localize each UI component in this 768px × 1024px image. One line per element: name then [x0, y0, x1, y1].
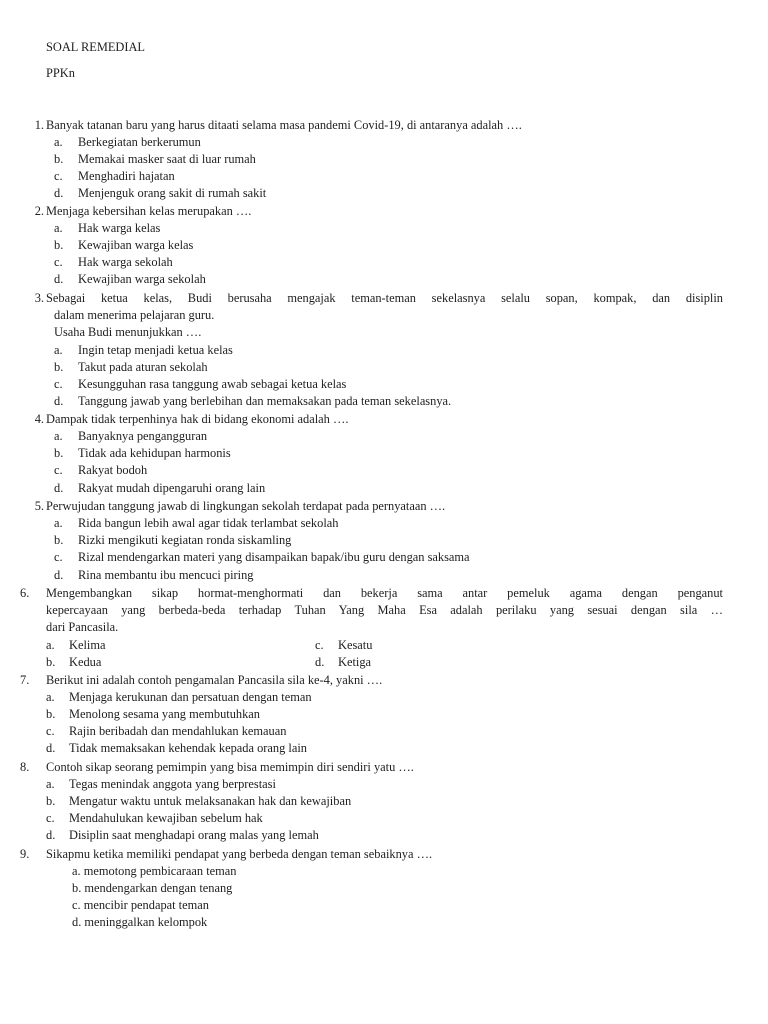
- question-text: Perwujudan tanggung jawab di lingkungan sekolah terdapat pada pernyataan ….: [46, 499, 446, 513]
- option: [46, 723, 286, 740]
- option: [72, 914, 207, 931]
- option: [46, 810, 263, 827]
- option-letter: c.: [315, 638, 324, 652]
- option-letter: b.: [46, 655, 56, 669]
- option-letter: d.: [46, 828, 56, 842]
- question-number: 3.: [34, 291, 44, 305]
- option-letter: c.: [54, 255, 63, 269]
- option-letter: a.: [54, 135, 63, 149]
- option: [54, 393, 451, 410]
- option: [46, 689, 312, 706]
- option-letter: d.: [54, 272, 64, 286]
- option-letter: d.: [54, 186, 64, 200]
- option-letter: c.: [54, 169, 63, 183]
- option-letter: a.: [54, 221, 63, 235]
- option: [54, 271, 206, 288]
- option-text: Rakyat bodoh: [78, 463, 148, 477]
- option: [54, 185, 266, 202]
- option-text: Tidak ada kehidupan harmonis: [78, 446, 231, 460]
- option-text: Menjenguk orang sakit di rumah sakit: [78, 186, 267, 200]
- option: [72, 880, 232, 897]
- option-text: Mengatur waktu untuk melaksanakan hak dan kewajiban: [69, 794, 352, 808]
- option-text: Rizal mendengarkan materi yang disampaikan bapak/ibu guru dengan saksama: [78, 550, 470, 564]
- option-letter: c.: [54, 463, 63, 477]
- option-text: Kesungguhan rasa tanggung awab sebagai ketua kelas: [78, 377, 347, 391]
- option-letter: c.: [46, 811, 55, 825]
- question-text: Sebagai ketua kelas, Budi berusaha mengajak teman-teman sekelasnya selalu sopan, kompak, dan disiplin: [46, 291, 723, 305]
- option: [72, 863, 236, 880]
- option: [54, 480, 265, 497]
- question-text: Sikapmu ketika memiliki pendapat yang berbeda dengan teman sebaiknya ….: [46, 847, 433, 861]
- option: [54, 376, 346, 393]
- option-letter: b.: [54, 152, 64, 166]
- option: [54, 549, 470, 566]
- option: [54, 237, 193, 254]
- option-text: Takut pada aturan sekolah: [78, 360, 208, 374]
- option-letter: d.: [72, 915, 82, 929]
- option: [46, 637, 105, 654]
- option-text: Mendahulukan kewajiban sebelum hak: [69, 811, 263, 825]
- option-letter: c.: [54, 550, 63, 564]
- question-number: 7.: [20, 673, 30, 687]
- question-number: 4.: [34, 412, 44, 426]
- option-text: Ketiga: [338, 655, 372, 669]
- option-letter: a.: [54, 429, 63, 443]
- option-text: Banyaknya pengangguran: [78, 429, 208, 443]
- option: [72, 897, 209, 914]
- option-letter: c.: [54, 377, 63, 391]
- option-text: Tidak memaksakan kehendak kepada orang lain: [69, 741, 307, 755]
- option-letter: d.: [54, 481, 64, 495]
- option-text: Kewajiban warga sekolah: [78, 272, 206, 286]
- option: [46, 793, 351, 810]
- document-title: SOAL REMEDIAL: [46, 40, 146, 54]
- option-text: Rizki mengikuti kegiatan ronda siskamling: [78, 533, 292, 547]
- question-text: Contoh sikap seorang pemimpin yang bisa memimpin diri sendiri yatu ….: [46, 760, 414, 774]
- option: [54, 567, 254, 584]
- option: [315, 637, 372, 654]
- option: [46, 740, 307, 757]
- option: [54, 428, 207, 445]
- option-letter: a.: [46, 638, 55, 652]
- option-text: Rida bangun lebih awal agar tidak terlambat sekolah: [78, 516, 339, 530]
- option-text: Menjaga kerukunan dan persatuan dengan teman: [69, 690, 312, 704]
- option-text: memotong pembicaraan teman: [83, 864, 237, 878]
- option: [54, 515, 338, 532]
- option-letter: d.: [54, 394, 64, 408]
- option: [54, 151, 256, 168]
- option-letter: a.: [72, 864, 81, 878]
- option-text: Hak warga sekolah: [78, 255, 173, 269]
- option-text: Menghadiri hajatan: [78, 169, 175, 183]
- option: [54, 134, 201, 151]
- option: [315, 654, 371, 671]
- option-letter: d.: [315, 655, 325, 669]
- question-text: Menjaga kebersihan kelas merupakan ….: [46, 204, 252, 218]
- option: [54, 220, 160, 237]
- question-number: 9.: [20, 847, 30, 861]
- question-number: 2.: [34, 204, 44, 218]
- option-text: Rina membantu ibu mencuci piring: [78, 568, 254, 582]
- question-text: dalam menerima pelajaran guru.: [54, 308, 215, 322]
- option-text: meninggalkan kelompok: [84, 915, 208, 929]
- option: [54, 359, 208, 376]
- option-letter: c.: [46, 724, 55, 738]
- option-letter: a.: [54, 516, 63, 530]
- option: [46, 827, 319, 844]
- option: [54, 342, 233, 359]
- option-letter: b.: [54, 533, 64, 547]
- option-text: mencibir pendapat teman: [83, 898, 209, 912]
- option-letter: b.: [46, 707, 56, 721]
- option-text: Hak warga kelas: [78, 221, 161, 235]
- question-number: 6.: [20, 586, 30, 600]
- option-letter: c.: [72, 898, 81, 912]
- question-text: dari Pancasila.: [46, 620, 119, 634]
- document-subject: PPKn: [46, 66, 75, 80]
- question-text: kepercayaan yang berbeda-beda terhadap Tuhan Yang Maha Esa adalah perilaku yang sesuai dengan sila …: [46, 603, 723, 617]
- option-letter: b.: [72, 881, 82, 895]
- option-letter: b.: [54, 360, 64, 374]
- question-text: Berikut ini adalah contoh pengamalan Pancasila sila ke-4, yakni ….: [46, 673, 383, 687]
- option: [46, 776, 276, 793]
- option-letter: b.: [54, 446, 64, 460]
- option-text: Kelima: [69, 638, 106, 652]
- option-letter: a.: [54, 343, 63, 357]
- option-text: Rajin beribadah dan mendahlukan kemauan: [69, 724, 287, 738]
- option-letter: b.: [54, 238, 64, 252]
- option-text: Disiplin saat menghadapi orang malas yang lemah: [69, 828, 319, 842]
- option-letter: d.: [46, 741, 56, 755]
- question-text: Usaha Budi menunjukkan ….: [54, 325, 202, 339]
- option: [54, 168, 175, 185]
- option-text: Kesatu: [338, 638, 373, 652]
- option: [46, 706, 260, 723]
- question-text: Banyak tatanan baru yang harus ditaati selama masa pandemi Covid-19, di antaranya adalah ….: [46, 118, 522, 132]
- option: [54, 462, 147, 479]
- question-text: Dampak tidak terpenhinya hak di bidang ekonomi adalah ….: [46, 412, 349, 426]
- option: [54, 445, 231, 462]
- option: [46, 654, 101, 671]
- option-text: Tegas menindak anggota yang berprestasi: [69, 777, 276, 791]
- option-letter: b.: [46, 794, 56, 808]
- option-letter: d.: [54, 568, 64, 582]
- option-text: mendengarkan dengan tenang: [84, 881, 233, 895]
- option-text: Menolong sesama yang membutuhkan: [69, 707, 260, 721]
- option-text: Rakyat mudah dipengaruhi orang lain: [78, 481, 266, 495]
- question-number: 8.: [20, 760, 30, 774]
- option-text: Kedua: [69, 655, 102, 669]
- option-text: Tanggung jawab yang berlebihan dan memaksakan pada teman sekelasnya.: [78, 394, 452, 408]
- question-number: 5.: [34, 499, 44, 513]
- option-text: Kewajiban warga kelas: [78, 238, 194, 252]
- option: [54, 254, 173, 271]
- question-text: Mengembangkan sikap hormat-menghormati dan bekerja sama antar pemeluk agama dengan penganut: [46, 586, 723, 600]
- question-number: 1.: [34, 118, 44, 132]
- option-letter: a.: [46, 777, 55, 791]
- option-text: Berkegiatan berkerumun: [78, 135, 201, 149]
- option-text: Memakai masker saat di luar rumah: [78, 152, 256, 166]
- option: [54, 532, 291, 549]
- option-letter: a.: [46, 690, 55, 704]
- option-text: Ingin tetap menjadi ketua kelas: [78, 343, 233, 357]
